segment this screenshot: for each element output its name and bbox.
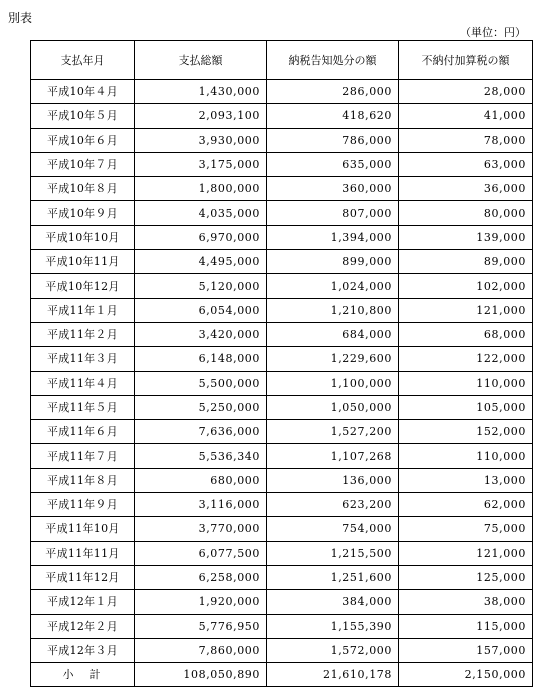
- payment-month-cell: 平成11年11月: [31, 541, 135, 565]
- subtotal-penalty-tax-cell: 2,150,000: [399, 663, 533, 687]
- tax-notice-cell: 1,210,800: [267, 298, 399, 322]
- tax-notice-cell: 684,000: [267, 322, 399, 346]
- table-row: [31, 493, 533, 517]
- payment-month-cell: 平成11年４月: [31, 371, 135, 395]
- document-title: 別表: [8, 11, 33, 25]
- table-row: [31, 371, 533, 395]
- payment-total-cell: 6,077,500: [135, 541, 267, 565]
- tax-notice-cell: 1,229,600: [267, 347, 399, 371]
- tax-notice-cell: 635,000: [267, 152, 399, 176]
- penalty-tax-cell: 13,000: [399, 468, 533, 492]
- table-row: [31, 274, 533, 298]
- header-penalty-tax-amount: 不納付加算税の額: [399, 41, 533, 80]
- penalty-tax-cell: 152,000: [399, 420, 533, 444]
- payment-total-cell: 3,175,000: [135, 152, 267, 176]
- payment-month-cell: 平成10年６月: [31, 128, 135, 152]
- payment-total-cell: 6,054,000: [135, 298, 267, 322]
- table-row: [31, 152, 533, 176]
- payment-total-cell: 1,920,000: [135, 590, 267, 614]
- tax-notice-cell: 1,215,500: [267, 541, 399, 565]
- table-row: [31, 177, 533, 201]
- table-row: [31, 590, 533, 614]
- tax-notice-cell: 1,527,200: [267, 420, 399, 444]
- penalty-tax-cell: 102,000: [399, 274, 533, 298]
- payment-month-cell: 平成10年８月: [31, 177, 135, 201]
- penalty-tax-cell: 89,000: [399, 250, 533, 274]
- table-row: [31, 322, 533, 346]
- tax-notice-cell: 1,394,000: [267, 225, 399, 249]
- payment-month-cell: 平成11年３月: [31, 347, 135, 371]
- penalty-tax-cell: 36,000: [399, 177, 533, 201]
- subtotal-tax-notice-cell: 21,610,178: [267, 663, 399, 687]
- table-row: [31, 517, 533, 541]
- penalty-tax-cell: 63,000: [399, 152, 533, 176]
- table-row: [31, 201, 533, 225]
- tax-notice-cell: 418,620: [267, 104, 399, 128]
- penalty-tax-cell: 115,000: [399, 614, 533, 638]
- tax-notice-cell: 1,572,000: [267, 638, 399, 662]
- payment-month-cell: 平成10年７月: [31, 152, 135, 176]
- table-row: [31, 638, 533, 662]
- payment-total-cell: 5,120,000: [135, 274, 267, 298]
- penalty-tax-cell: 68,000: [399, 322, 533, 346]
- tax-notice-cell: 1,155,390: [267, 614, 399, 638]
- table-row: [31, 614, 533, 638]
- penalty-tax-cell: 121,000: [399, 541, 533, 565]
- header-tax-notice-amount: 納税告知処分の額: [267, 41, 399, 80]
- tax-notice-cell: 899,000: [267, 250, 399, 274]
- payment-total-cell: 7,860,000: [135, 638, 267, 662]
- payment-total-cell: 4,495,000: [135, 250, 267, 274]
- table-row: [31, 468, 533, 492]
- penalty-tax-cell: 41,000: [399, 104, 533, 128]
- table-row: [31, 298, 533, 322]
- payment-month-cell: 平成11年12月: [31, 565, 135, 589]
- penalty-tax-cell: 38,000: [399, 590, 533, 614]
- payment-total-cell: 3,420,000: [135, 322, 267, 346]
- tax-notice-cell: 754,000: [267, 517, 399, 541]
- penalty-tax-cell: 62,000: [399, 493, 533, 517]
- payment-total-cell: 2,093,100: [135, 104, 267, 128]
- payment-month-cell: 平成11年６月: [31, 420, 135, 444]
- payment-total-cell: 1,800,000: [135, 177, 267, 201]
- table-row: [31, 250, 533, 274]
- payment-month-cell: 平成12年３月: [31, 638, 135, 662]
- penalty-tax-cell: 78,000: [399, 128, 533, 152]
- tax-notice-cell: 623,200: [267, 493, 399, 517]
- penalty-tax-cell: 125,000: [399, 565, 533, 589]
- payment-month-cell: 平成11年１月: [31, 298, 135, 322]
- table-row: [31, 395, 533, 419]
- tax-notice-cell: 286,000: [267, 80, 399, 104]
- table-body: [31, 80, 533, 687]
- payment-month-cell: 平成11年７月: [31, 444, 135, 468]
- tax-notice-cell: 1,107,268: [267, 444, 399, 468]
- penalty-tax-cell: 110,000: [399, 371, 533, 395]
- table-row: [31, 420, 533, 444]
- payment-month-cell: 平成12年１月: [31, 590, 135, 614]
- penalty-tax-cell: 139,000: [399, 225, 533, 249]
- table-row: [31, 541, 533, 565]
- tax-notice-cell: 1,100,000: [267, 371, 399, 395]
- penalty-tax-cell: 122,000: [399, 347, 533, 371]
- tax-notice-cell: 1,251,600: [267, 565, 399, 589]
- payment-table: [30, 40, 533, 687]
- table-row: [31, 128, 533, 152]
- penalty-tax-cell: 28,000: [399, 80, 533, 104]
- payment-month-cell: 平成11年９月: [31, 493, 135, 517]
- tax-notice-cell: 136,000: [267, 468, 399, 492]
- penalty-tax-cell: 110,000: [399, 444, 533, 468]
- tax-notice-cell: 360,000: [267, 177, 399, 201]
- payment-total-cell: 4,035,000: [135, 201, 267, 225]
- payment-total-cell: 3,930,000: [135, 128, 267, 152]
- penalty-tax-cell: 105,000: [399, 395, 533, 419]
- payment-month-cell: 平成10年４月: [31, 80, 135, 104]
- header-payment-month: 支払年月: [31, 41, 135, 80]
- payment-month-cell: 平成11年10月: [31, 517, 135, 541]
- payment-month-cell: 平成10年５月: [31, 104, 135, 128]
- subtotal-label: 小計: [31, 663, 135, 687]
- payment-total-cell: 5,500,000: [135, 371, 267, 395]
- payment-total-cell: 5,776,950: [135, 614, 267, 638]
- table-row: [31, 347, 533, 371]
- payment-month-cell: 平成12年２月: [31, 614, 135, 638]
- tax-notice-cell: 384,000: [267, 590, 399, 614]
- payment-total-cell: 5,536,340: [135, 444, 267, 468]
- table-row: [31, 80, 533, 104]
- penalty-tax-cell: 121,000: [399, 298, 533, 322]
- payment-total-cell: 5,250,000: [135, 395, 267, 419]
- payment-total-cell: 1,430,000: [135, 80, 267, 104]
- table-header-row: [31, 41, 533, 80]
- penalty-tax-cell: 80,000: [399, 201, 533, 225]
- payment-month-cell: 平成10年10月: [31, 225, 135, 249]
- header-payment-total: 支払総額: [135, 41, 267, 80]
- tax-notice-cell: 807,000: [267, 201, 399, 225]
- payment-total-cell: 3,770,000: [135, 517, 267, 541]
- tax-notice-cell: 1,050,000: [267, 395, 399, 419]
- payment-month-cell: 平成10年11月: [31, 250, 135, 274]
- subtotal-payment-total-cell: 108,050,890: [135, 663, 267, 687]
- unit-note: （単位：円）: [460, 26, 526, 39]
- table-row: [31, 104, 533, 128]
- payment-total-cell: 7,636,000: [135, 420, 267, 444]
- payment-total-cell: 6,258,000: [135, 565, 267, 589]
- table-row: [31, 444, 533, 468]
- payment-month-cell: 平成11年８月: [31, 468, 135, 492]
- payment-month-cell: 平成11年２月: [31, 322, 135, 346]
- tax-notice-cell: 1,024,000: [267, 274, 399, 298]
- payment-month-cell: 平成10年12月: [31, 274, 135, 298]
- payment-total-cell: 6,970,000: [135, 225, 267, 249]
- payment-total-cell: 680,000: [135, 468, 267, 492]
- payment-total-cell: 6,148,000: [135, 347, 267, 371]
- penalty-tax-cell: 75,000: [399, 517, 533, 541]
- table-row: [31, 225, 533, 249]
- payment-month-cell: 平成10年９月: [31, 201, 135, 225]
- subtotal-row: [31, 663, 533, 687]
- payment-month-cell: 平成11年５月: [31, 395, 135, 419]
- penalty-tax-cell: 157,000: [399, 638, 533, 662]
- tax-notice-cell: 786,000: [267, 128, 399, 152]
- payment-total-cell: 3,116,000: [135, 493, 267, 517]
- table-row: [31, 565, 533, 589]
